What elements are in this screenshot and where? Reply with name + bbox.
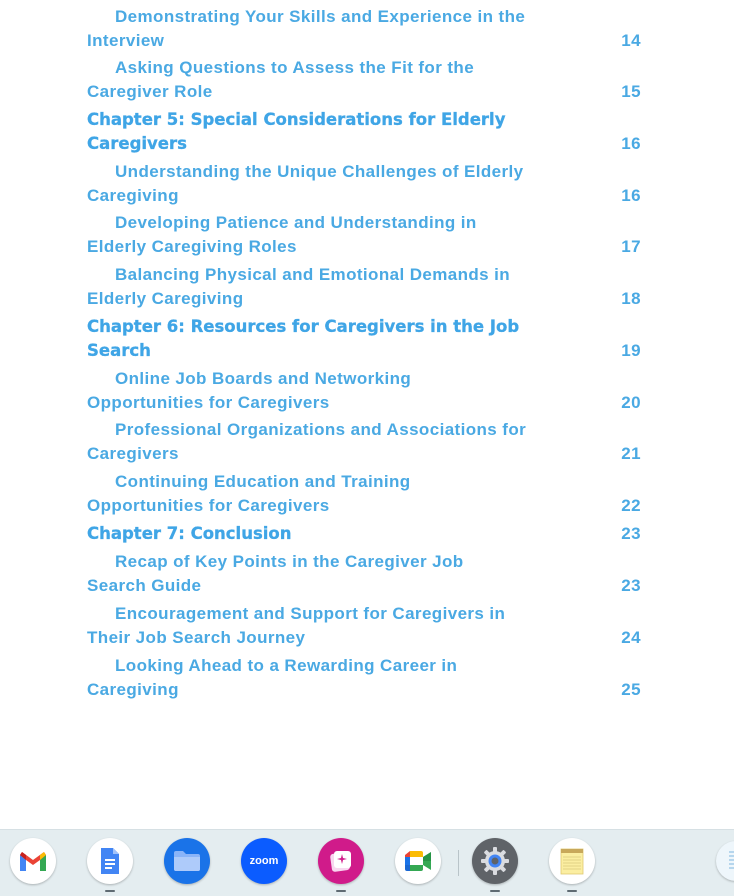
shelf-app-document-thumbnail[interactable] xyxy=(716,841,734,881)
toc-entry-title: Demonstrating Your Skills and Experience in the Interview xyxy=(87,7,526,50)
shelf-app-notepad[interactable] xyxy=(549,838,595,884)
open-indicator xyxy=(490,890,500,892)
toc-entry[interactable] xyxy=(87,654,647,701)
toc-entry[interactable] xyxy=(87,5,647,52)
open-indicator xyxy=(336,890,346,892)
shelf-separator xyxy=(458,850,459,876)
toc-entry-page: 19 xyxy=(621,340,641,360)
toc-entry-page: 15 xyxy=(621,81,641,101)
toc-entry-title: Understanding the Unique Challenges of Elderly Caregiving xyxy=(87,162,524,205)
toc-entry-title: Chapter 5: Special Considerations for Elderly Caregivers xyxy=(87,110,506,153)
toc-entry-title: Asking Questions to Assess the Fit for the Caregiver Role xyxy=(87,58,475,101)
toc-entry-page: 16 xyxy=(621,133,641,153)
files-icon xyxy=(172,849,202,873)
toc-entry-page: 24 xyxy=(621,627,641,647)
gmail-icon xyxy=(18,849,48,873)
toc-entry-page: 20 xyxy=(621,392,641,412)
shelf xyxy=(0,829,734,896)
notepad-icon xyxy=(560,847,584,875)
google-docs-icon xyxy=(99,847,121,875)
toc-entry-title: Balancing Physical and Emotional Demands in Elderly Caregiving xyxy=(87,265,511,308)
toc-entry-page: 16 xyxy=(621,185,641,205)
toc-chapter-entry[interactable] xyxy=(87,108,647,155)
toc-entry[interactable] xyxy=(87,602,647,649)
toc-entry-title: Developing Patience and Understanding in Elderly Caregiving Roles xyxy=(87,213,477,256)
toc-entry[interactable] xyxy=(87,160,647,207)
toc-entry[interactable] xyxy=(87,263,647,310)
shelf-app-meet[interactable] xyxy=(395,838,441,884)
toc-entry-title: Looking Ahead to a Rewarding Career in Caregiving xyxy=(87,656,458,699)
shelf-app-docs[interactable] xyxy=(87,838,133,884)
open-indicator xyxy=(567,890,577,892)
toc-entry[interactable] xyxy=(87,550,647,597)
toc-entry[interactable] xyxy=(87,56,647,103)
shelf-app-files[interactable] xyxy=(164,838,210,884)
toc-chapter-entry[interactable] xyxy=(87,315,647,362)
toc-entry-title: Professional Organizations and Associations for Caregivers xyxy=(87,420,527,463)
toc-entry-title: Continuing Education and Training Opportunities for Caregivers xyxy=(87,472,411,515)
settings-icon xyxy=(479,845,511,877)
toc-entry-page: 17 xyxy=(621,236,641,256)
shelf-app-settings[interactable] xyxy=(472,838,518,884)
toc-entry[interactable] xyxy=(87,470,647,517)
toc-entry-title: Encouragement and Support for Caregivers in Their Job Search Journey xyxy=(87,604,506,647)
toc-entry-page: 22 xyxy=(621,495,641,515)
toc-entry-page: 21 xyxy=(621,443,641,463)
zoom-icon: zoom xyxy=(249,855,279,867)
shelf-app-gmail[interactable] xyxy=(10,838,56,884)
shelf-app-zoom[interactable] xyxy=(241,838,287,884)
toc-entry-title: Online Job Boards and Networking Opportunities for Caregivers xyxy=(87,369,412,412)
toc-entry[interactable] xyxy=(87,418,647,465)
toc-entry-page: 23 xyxy=(621,524,641,543)
document-thumbnail-icon xyxy=(727,846,734,876)
toc-entry-title: Recap of Key Points in the Caregiver Job Search Guide xyxy=(87,552,464,595)
gallery-icon xyxy=(328,848,354,874)
toc-entry-page: 18 xyxy=(621,288,641,308)
toc-entry-page: 25 xyxy=(621,679,641,699)
toc-entry[interactable] xyxy=(87,211,647,258)
open-indicator xyxy=(105,890,115,892)
toc-entry-title: Chapter 7: Conclusion xyxy=(87,524,292,543)
toc-entry[interactable] xyxy=(87,367,647,414)
shelf-app-gallery[interactable] xyxy=(318,838,364,884)
toc-entry-page: 14 xyxy=(621,30,641,50)
toc-chapter-entry[interactable] xyxy=(87,522,647,546)
toc-entry-page: 23 xyxy=(621,575,641,595)
google-meet-icon xyxy=(403,850,433,872)
toc-entry-title: Chapter 6: Resources for Caregivers in the Job Search xyxy=(87,317,520,360)
